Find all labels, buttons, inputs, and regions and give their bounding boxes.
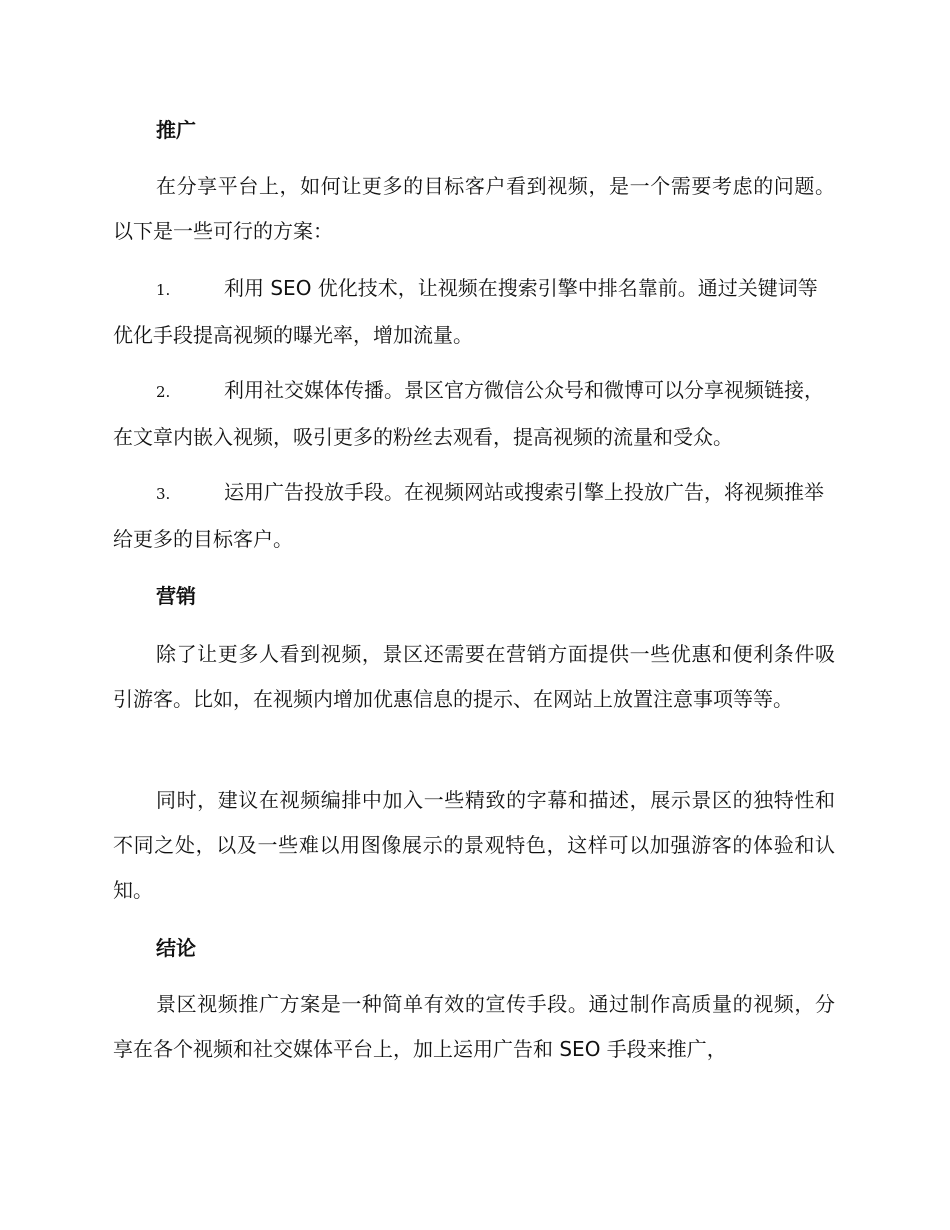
marketing-paragraph: 除了让更多人看到视频，景区还需要在营销方面提供一些优惠和便利条件吸引游客。比如，在视频内增加优惠信息的提示、在网站上放置注意事项等等。 <box>113 642 835 711</box>
list-item-text: 利用社交媒体传播。景区官方微信公众号和微博可以分享视频链接，在文章内嵌入视频，吸引更多的粉丝去观看，提高视频的流量和受众。 <box>113 378 824 449</box>
section-heading-promotion: 推广 <box>156 118 196 142</box>
promotion-intro-paragraph: 在分享平台上，如何让更多的目标客户看到视频，是一个需要考虑的问题。以下是一些可行的方案： <box>113 174 835 243</box>
section-heading-marketing: 营销 <box>156 584 196 608</box>
list-item <box>113 368 835 460</box>
list-item <box>113 470 835 562</box>
list-number: 2. <box>156 383 171 401</box>
list-number: 3. <box>156 485 171 503</box>
list-item <box>113 266 835 358</box>
list-number: 1. <box>156 281 171 299</box>
list-item-text: 运用广告投放手段。在视频网站或搜索引擎上投放广告，将视频推举给更多的目标客户。 <box>113 480 824 551</box>
conclusion-paragraph: 景区视频推广方案是一种简单有效的宣传手段。通过制作高质量的视频，分享在各个视频和社交媒体平台上，加上运用广告和 SEO 手段来推广， <box>113 992 835 1061</box>
section-heading-conclusion: 结论 <box>156 936 196 960</box>
marketing-paragraph: 同时，建议在视频编排中加入一些精致的字幕和描述，展示景区的独特性和不同之处，以及一些难以用图像展示的景观特色，这样可以加强游客的体验和认知。 <box>113 788 835 902</box>
list-item-text: 利用 SEO 优化技术，让视频在搜索引擎中排名靠前。通过关键词等优化手段提高视频的曝光率，增加流量。 <box>113 276 818 347</box>
